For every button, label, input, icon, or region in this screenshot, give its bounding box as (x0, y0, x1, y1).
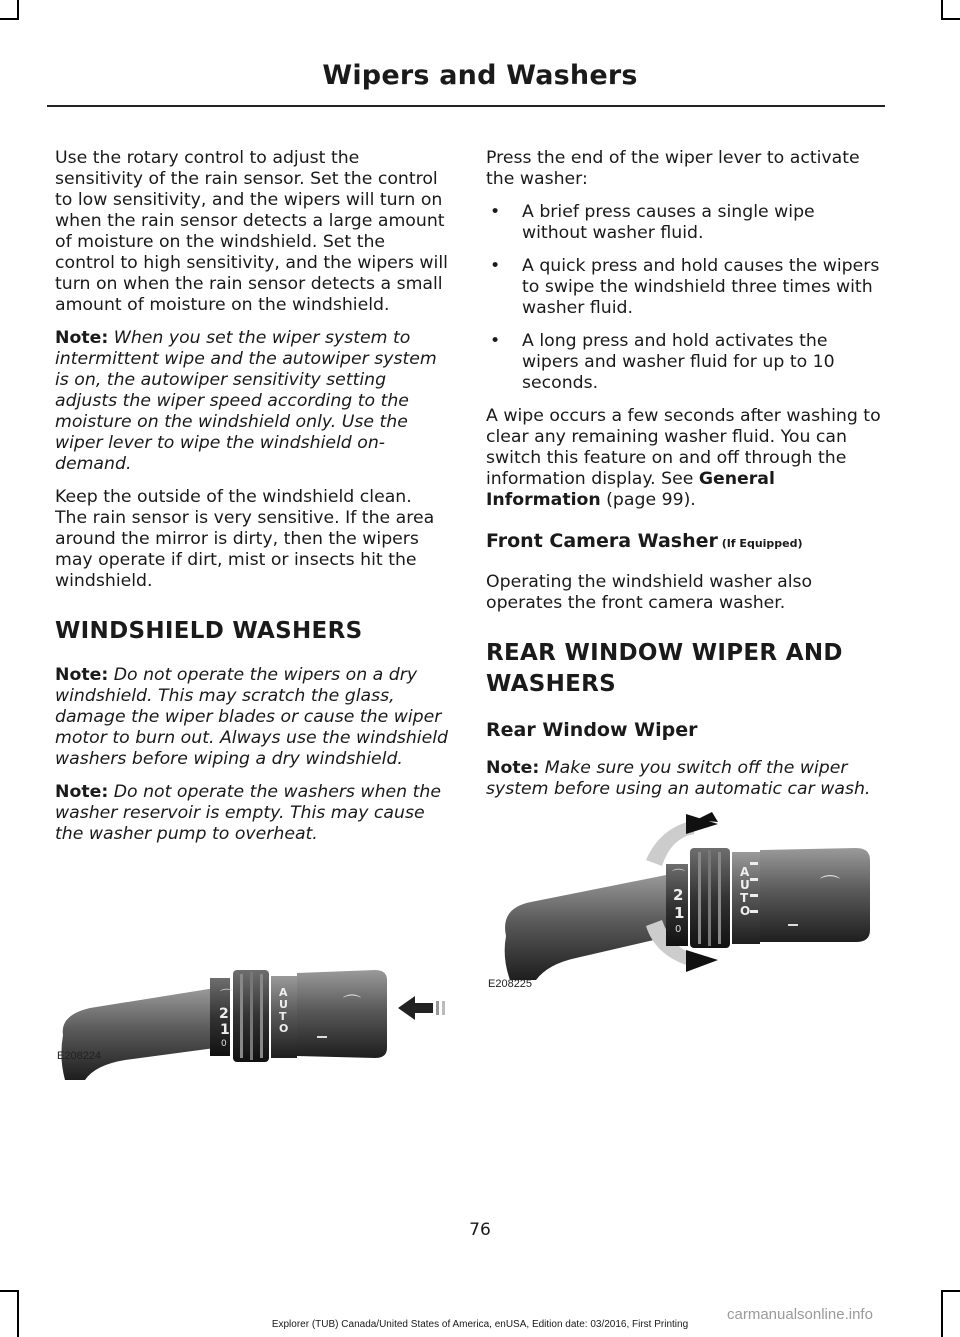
note-label: Note: (55, 665, 109, 685)
watermark[interactable]: carmanualsonline.info (727, 1306, 873, 1323)
crop-mark (0, 18, 19, 20)
header-rule (47, 105, 885, 107)
subsection-heading: Rear Window Wiper (486, 719, 698, 741)
paragraph: Use the rotary control to adjust the sensitivity of the rain sensor. Set the control to low sensitivity, and the wipers will turn on when the rain sensor detects a large amount of moisture on the windshield. Set the control to high sensitivity, and the wipers will turn on when the rain sensor detects a small amount of moisture on the windshield. (55, 148, 448, 315)
cross-reference-link[interactable]: General Information (486, 469, 775, 510)
list-item-text: A long press and hold activates the wipers and washer fluid for up to 10 seconds. (522, 331, 835, 393)
note (55, 782, 448, 845)
crop-mark (941, 0, 943, 20)
page-title: Wipers and Washers (322, 60, 638, 91)
crop-mark (0, 1290, 19, 1292)
page-number: 76 (469, 1220, 491, 1240)
note (55, 665, 448, 770)
note-label: Note: (55, 782, 109, 802)
note-label: Note: (55, 328, 109, 348)
wiper-lever-figure (55, 940, 448, 1080)
section-heading: WINDSHIELD WASHERS (55, 618, 363, 644)
crop-mark (941, 18, 960, 20)
auto-letter: T (279, 1010, 287, 1023)
bullet: • (490, 202, 501, 222)
crop-mark (941, 1290, 960, 1292)
speed-1-label: 1 (220, 1022, 230, 1038)
auto-letter: U (279, 998, 288, 1011)
subsection-heading (486, 529, 881, 556)
list-item-text: A brief press causes a single wipe without washer fluid. (522, 202, 815, 243)
auto-letter: T (740, 891, 749, 905)
list-item (486, 202, 881, 244)
note-text: Make sure you switch off the wiper system before using an automatic car wash. (486, 758, 871, 799)
rear-wiper-lever-figure (486, 808, 881, 998)
off-label: 0 (221, 1039, 227, 1049)
auto-letter: O (740, 904, 751, 918)
auto-letter: A (740, 865, 750, 879)
speed-2-label: 2 (219, 1006, 229, 1022)
footer: Explorer (TUB) Canada/United States of America, enUSA, Edition date: 03/2016, First Printing (271, 1319, 689, 1330)
if-equipped-label: (If Equipped) (717, 537, 803, 550)
paragraph: Operating the windshield washer also operates the front camera washer. (486, 572, 813, 613)
list-item-text: A quick press and hold causes the wipers to swipe the windshield three times with washer fluid. (522, 256, 880, 318)
rear-wiper-lever-illustration (486, 808, 881, 998)
wiper-icon: ⌒ (672, 869, 686, 884)
note-text: Do not operate the wipers on a dry windshield. This may scratch the glass, damage the wiper blades or cause the wiper motor to burn out. Always use the windshield washers before wiping a dry windshield. (55, 665, 448, 769)
wiper-lever-illustration (55, 940, 448, 1080)
note (486, 758, 881, 800)
figure-id: E208224 (57, 1050, 102, 1062)
section-heading: REAR WINDOW WIPER AND WASHERS (486, 640, 843, 697)
crop-mark (17, 0, 19, 20)
left-column (55, 148, 448, 857)
paragraph (486, 406, 881, 511)
washer-icon: ⌒ (820, 873, 840, 897)
note-text: When you set the wiper system to intermittent wipe and the autowiper system is on, the autowiper sensitivity setting adjusts the wiper speed according to the moisture on the windshield only. Use the wiper lever to wipe the windshield on-demand. (55, 328, 437, 474)
washer-icon: ⌒ (343, 994, 361, 1015)
bullet: • (490, 331, 501, 351)
bullet: • (490, 256, 501, 276)
auto-label (279, 986, 288, 1035)
auto-letter: U (740, 878, 750, 892)
subsection-title: Front Camera Washer (486, 530, 718, 552)
right-column (486, 148, 881, 812)
speed-1-label: 1 (674, 904, 685, 922)
speed-2-label: 2 (673, 886, 684, 904)
figure-id: E208225 (488, 978, 533, 990)
paragraph: Keep the outside of the windshield clean. The rain sensor is very sensitive. If the area around the mirror is dirty, then the wipers may operate if dirt, mist or insects hit the windshield. (55, 487, 435, 591)
list-item (486, 331, 881, 394)
rotate-down-arrow-icon (686, 950, 718, 972)
paragraph: Press the end of the wiper lever to activate the washer: (486, 148, 860, 189)
bullet-list (486, 202, 881, 394)
note-text: Do not operate the washers when the washer reservoir is empty. This may cause the washer pump to overheat. (55, 782, 441, 844)
list-item (486, 256, 881, 319)
page-reference: (page 99). (600, 490, 696, 510)
note-label: Note: (486, 758, 540, 778)
auto-letter: O (279, 1022, 289, 1035)
auto-label (740, 865, 750, 918)
press-arrow-icon (398, 996, 433, 1020)
note (55, 328, 448, 475)
wiper-icon: ⌒ (220, 989, 234, 1004)
auto-letter: A (279, 986, 288, 999)
off-label: 0 (675, 924, 682, 935)
paragraph-text: A wipe occurs a few seconds after washing to clear any remaining washer fluid. You can switch this feature on and off through the information display. See (486, 406, 881, 489)
